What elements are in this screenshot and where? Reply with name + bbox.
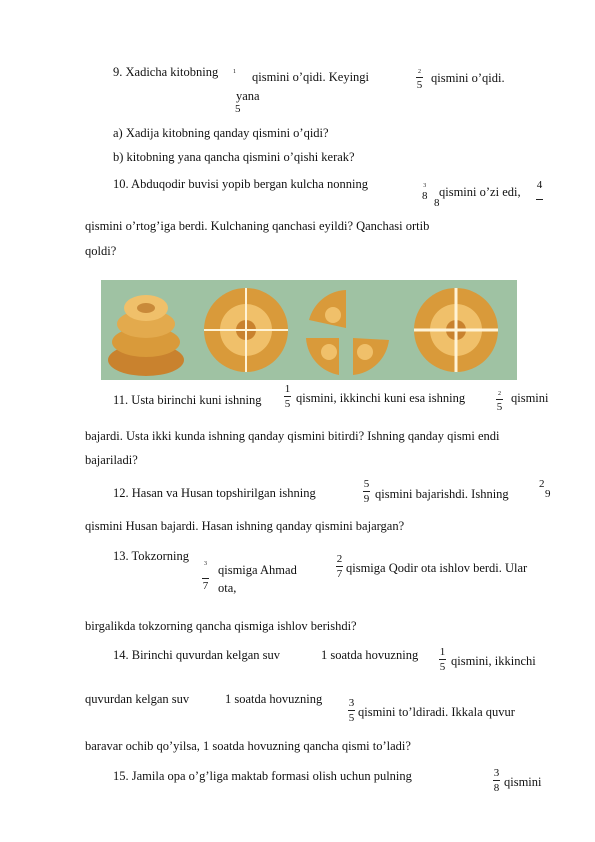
p14-line2-c: qismini to’ldiradi. Ikkala quvur: [358, 705, 515, 719]
p13-line2: birgalikda tokzorning qancha qismiga ishlov berishdi?: [85, 619, 357, 633]
bread-illustration: [101, 280, 517, 380]
p14-line1-a: 14. Birinchi quvurdan kelgan suv: [113, 648, 280, 662]
quartered-bread-icon: [414, 288, 498, 372]
p13-line1-c: ota,: [218, 581, 237, 595]
p11-line2: bajardi. Usta ikki kunda ishning qanday qismini bitirdi? Ishning qanday qismi endi: [85, 429, 500, 443]
p9-question-a: a) Xadija kitobning qanday qismini o’qidi?: [113, 126, 329, 140]
p10-frac1-den-dup: 8: [434, 197, 440, 209]
p10-fraction-1: 3 8: [422, 183, 428, 202]
p10-line1-a: 10. Abduqodir buvisi yopib bergan kulcha nonning: [113, 177, 368, 191]
p9-line1-c: yana: [236, 89, 260, 103]
p14-fraction-1: 1 5: [439, 646, 446, 673]
p9-fraction-2: 2 5: [416, 69, 423, 91]
p10-line1-b: qismini o’zi edi,: [439, 185, 521, 199]
p11-fraction-1: 1 5: [284, 383, 291, 410]
p14-line2-a: quvurdan kelgan suv: [85, 692, 190, 706]
p9-fraction-1: 1: [233, 69, 236, 75]
p13-fraction-1: 3 7: [202, 561, 209, 592]
p14-line1-b: 1 soatda hovuzning: [321, 648, 419, 662]
p11-line3: bajariladi?: [85, 453, 138, 467]
p12-line1-b: qismini bajarishdi. Ishning: [375, 487, 509, 501]
p14-fraction-2: 3 5: [348, 697, 355, 724]
p11-line1-a: 11. Usta birinchi kuni ishning: [113, 393, 262, 407]
p12-fraction-1: 5 9: [363, 478, 370, 505]
p13-line1-a: 13. Tokzorning: [113, 549, 189, 563]
p10-fraction-2: 4: [536, 179, 543, 201]
p9-line1-d: qismini o’qidi.: [431, 71, 505, 85]
p13-line1-d: qismiga Qodir ota ishlov berdi. Ular: [346, 561, 528, 575]
whole-bread-icon: [204, 288, 288, 372]
p15-line1-b: qismini: [504, 775, 542, 789]
p14-line1-c: qismini, ikkinchi: [451, 654, 536, 668]
stacked-bread-icon: [108, 295, 184, 376]
p10-line2: qismini o’rtog’iga berdi. Kulchaning qanchasi eyildi? Qanchasi ortib: [85, 219, 430, 233]
p9-frac1-den: 5: [235, 103, 241, 115]
partial-bread-icon: [306, 290, 389, 375]
p14-line2-b: 1 soatda hovuzning: [225, 692, 323, 706]
p12-line2: qismini Husan bajardi. Hasan ishning qanday qismini bajargan?: [85, 519, 405, 533]
p13-fraction-2: 2 7: [336, 553, 343, 580]
p11-fraction-2: 2 5: [496, 391, 503, 413]
p15-line1-a: 15. Jamila opa o’g’liga maktab formasi olish uchun pulning: [113, 769, 412, 783]
p12-line1-a: 12. Hasan va Husan topshirilgan ishning: [113, 486, 316, 500]
bread-svg: [101, 280, 517, 380]
p15-fraction-1: 3 8: [493, 767, 500, 794]
p11-line1-b: qismini, ikkinchi kuni esa ishning: [296, 391, 466, 405]
p9-question-b: b) kitobning yana qancha qismini o’qishi kerak?: [113, 150, 355, 164]
p13-line1-b: qismiga Ahmad: [218, 563, 297, 577]
p14-line3: baravar ochib qo’yilsa, 1 soatda hovuzning qancha qismi to’ladi?: [85, 739, 411, 753]
p10-line3: qoldi?: [85, 244, 117, 258]
p9-line1-b: qismini o’qidi. Keyingi: [252, 70, 370, 84]
p12-fraction-2: 2 9: [539, 478, 551, 500]
p11-line1-c: qismini: [511, 391, 549, 405]
p9-line1-a: 9. Xadicha kitobning: [113, 65, 219, 79]
